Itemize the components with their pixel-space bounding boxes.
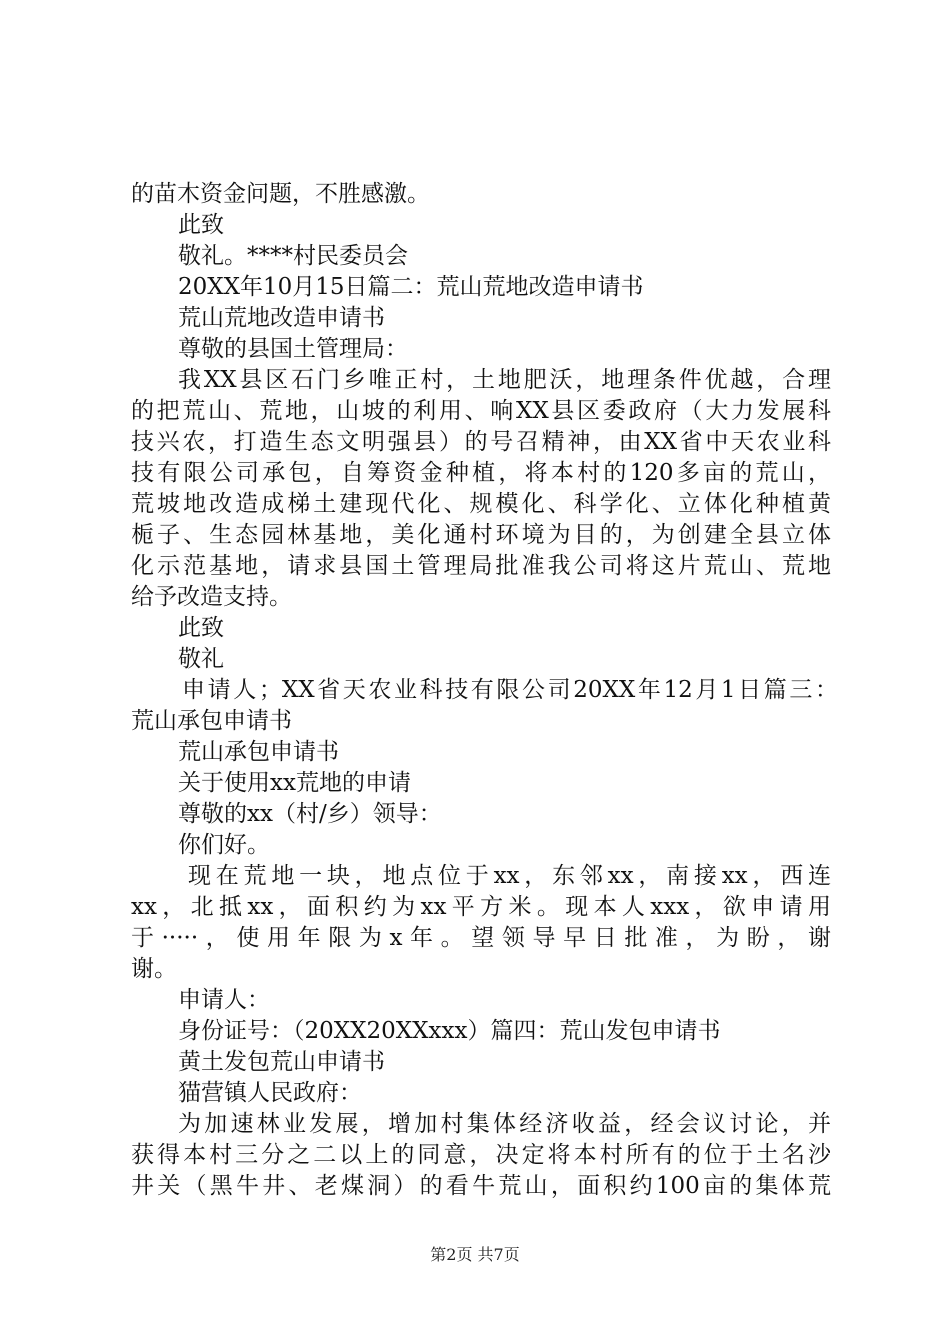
text-line: 技有限公司承包，自筹资金种植，将本村的120多亩的荒山， [131,460,831,486]
text-line: 的苗木资金问题，不胜感激。 [131,181,430,207]
text-line: 关于使用xx荒地的申请 [178,770,411,796]
text-line: 荒山承包申请书 [178,739,339,765]
text-line: xx，北抵xx，面积约为xx平方米。现本人xxx，欲申请用 [131,894,831,920]
text-line: 化示范基地，请求县国土管理局批准我公司将这片荒山、荒地 [131,553,831,579]
text-line: 于·····，使用年限为x年。望领导早日批准，为盼，谢 [131,925,831,951]
text-line: 现在荒地一块，地点位于xx，东邻xx，南接xx，西连 [188,863,831,889]
text-line: 的把荒山、荒地，山坡的利用、响XX县区委政府（大力发展科 [131,398,831,424]
text-line: 井关（黑牛井、老煤洞）的看牛荒山，面积约100亩的集体荒 [131,1173,831,1199]
text-line: 申请人；XX省天农业科技有限公司20XX年12月1日篇三： [182,677,838,703]
text-line: 技兴农，打造生态文明强县）的号召精神，由XX省中天农业科 [131,429,831,455]
text-line: 给予改造支持。 [131,584,292,610]
text-line: 20XX年10月15日篇二：荒山荒地改造申请书 [178,274,644,300]
text-line: 此致 [178,212,224,238]
text-line: 我XX县区石门乡唯正村，土地肥沃，地理条件优越，合理 [178,367,831,393]
text-line: 栀子、生态园林基地，美化通村环境为目的，为创建全县立体 [131,522,831,548]
text-line: 谢。 [131,956,177,982]
text-line: 尊敬的xx（村/乡）领导： [178,801,442,827]
text-line: 荒坡地改造成梯土建现代化、规模化、科学化、立体化种植黄 [131,491,831,517]
page-footer: 第2页 共7页 [430,1245,520,1264]
text-line: 荒山荒地改造申请书 [178,305,385,331]
text-line: 黄土发包荒山申请书 [178,1049,385,1075]
text-line: 身份证号：（20XX20XXxxx）篇四：荒山发包申请书 [178,1018,721,1044]
text-line: 为加速林业发展，增加村集体经济收益，经会议讨论，并 [178,1111,831,1137]
text-line: 猫营镇人民政府： [178,1080,362,1106]
text-line: 获得本村三分之二以上的同意，决定将本村所有的位于土名沙 [131,1142,831,1168]
text-line: 此致 [178,615,224,641]
text-line: 申请人： [178,987,270,1013]
text-line: 你们好。 [178,832,270,858]
text-line: 敬礼。****村民委员会 [178,243,408,269]
text-line: 敬礼 [178,646,224,672]
text-line: 荒山承包申请书 [131,708,292,734]
text-line: 尊敬的县国土管理局： [178,336,408,362]
